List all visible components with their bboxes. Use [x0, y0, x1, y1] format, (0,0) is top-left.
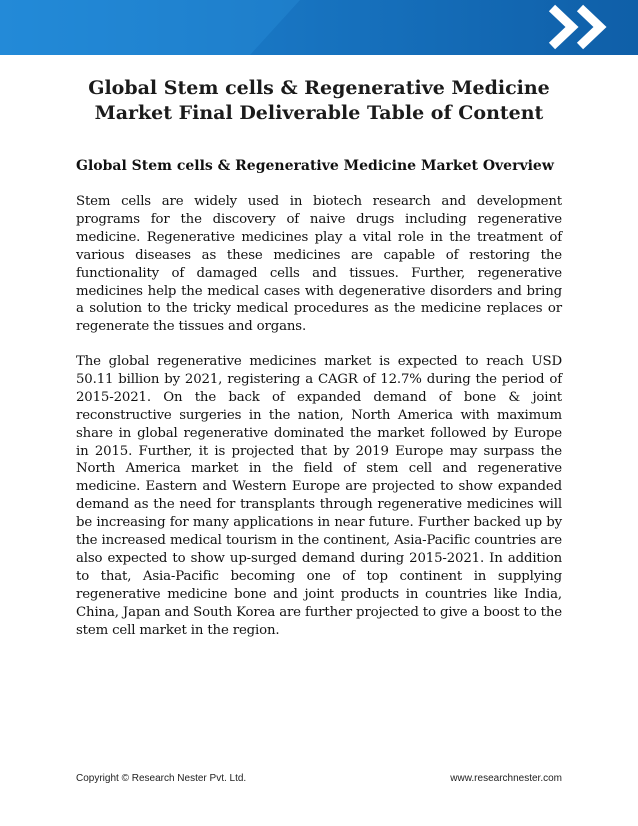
page-footer — [76, 773, 562, 789]
title-line-2: Market Final Deliverable Table of Content — [94, 102, 544, 124]
footer-copyright: Copyright © Research Nester Pvt. Ltd. — [76, 773, 247, 784]
paragraph-overview: Stem cells are widely used in biotech research and development programs for the discovery of naive drugs including regenerative medicine. Regenerative medicines play a vital role in the treatment of various diseases as these medicines are capable of restoring the functionality of damaged cells and tissues. Further, regenerative medicines help the medical cases with degenerative disorders and bring a solution to the tricky medical procedures as the medicine replaces or regenerate the tissues and organs. — [76, 194, 562, 335]
document-title — [70, 76, 568, 126]
footer-website-link[interactable]: www.researchnester.com — [450, 773, 562, 784]
header-graphic — [0, 0, 638, 55]
title-line-1: Global Stem cells & Regenerative Medicine — [88, 77, 550, 99]
header-shade — [0, 0, 300, 55]
paragraph-market-forecast: The global regenerative medicines market is expected to reach USD 50.11 billion by 2021, registering a CAGR of 12.7% during the period of 2015-2021. On the back of expanded demand of bone & joint reconstructive surgeries in the nation, North America with maximum share in global regenerative dominated the market followed by Europe in 2015. Further, it is projected that by 2019 Europe may surpass the North America market in the field of stem cell and regenerative medicine. Eastern and Western Europe are projected to show expanded demand as the need for transplants through regenerative medicines will be increasing for many applications in near future. Further backed up by the increased medical tourism in the continent, Asia-Pacific countries are also expected to show up-surged demand during 2015-2021. In addition to that, Asia-Pacific becoming one of top continent in supplying regenerative medicine bone and joint products in countries like India, China, Japan and South Korea are further projected to give a boost to the stem cell market in the region. — [76, 354, 562, 638]
header-band — [0, 0, 638, 55]
section-heading: Global Stem cells & Regenerative Medicine Market Overview — [76, 158, 554, 174]
